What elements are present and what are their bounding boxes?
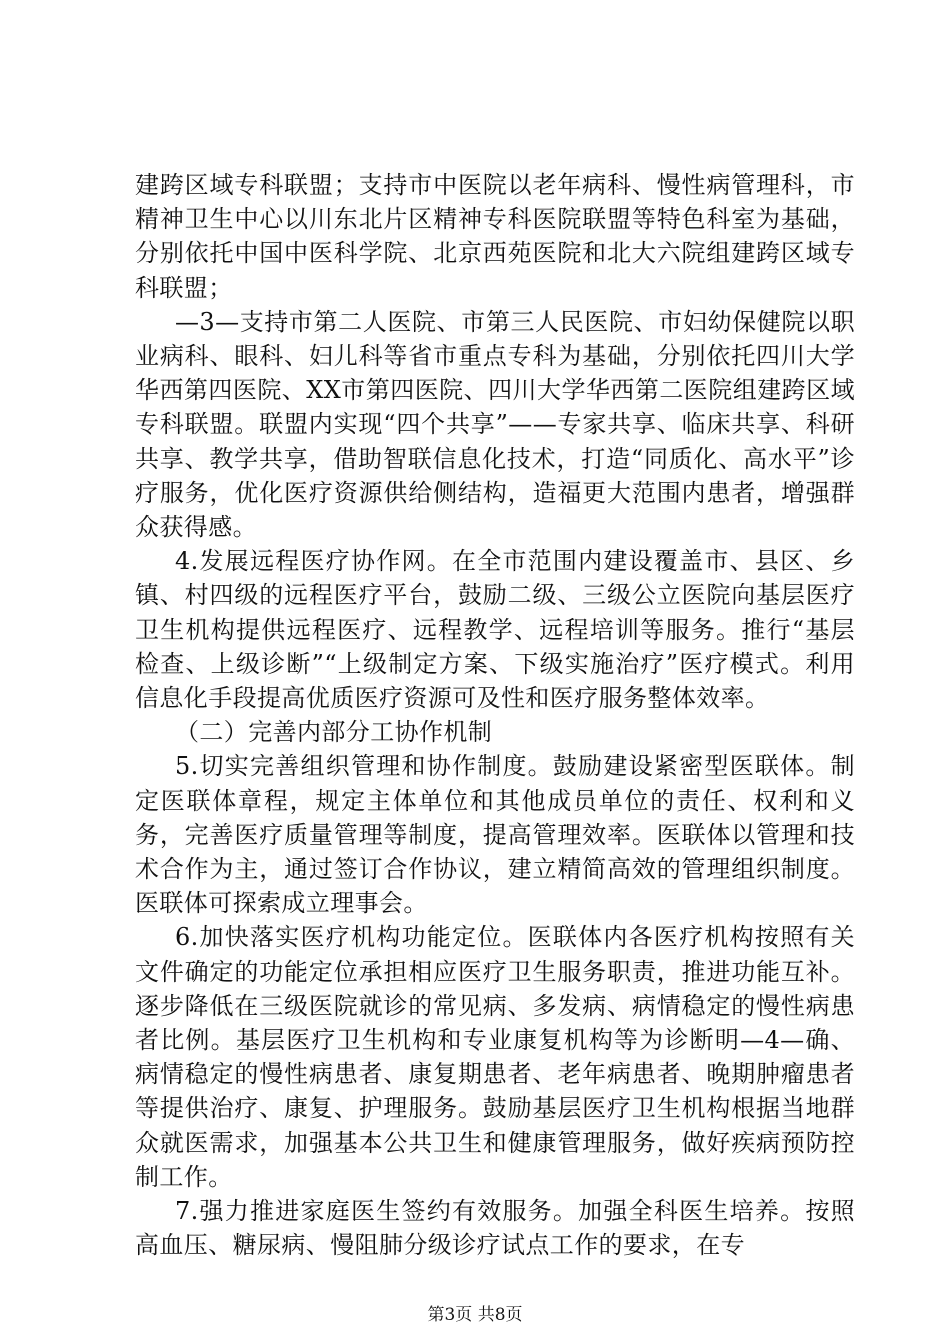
paragraph-7: 7.强力推进家庭医生签约有效服务。加强全科医生培养。按照高血压、糖尿病、慢阻肺分级诊疗试点工作的要求，在专 bbox=[135, 1197, 855, 1260]
paragraph-3: 4.发展远程医疗协作网。在全市范围内建设覆盖市、县区、乡镇、村四级的远程医疗平台，鼓励二级、三级公立医院向基层医疗卫生机构提供远程医疗、远程教学、远程培训等服务。推行“基层检查、上级诊断”“上级制定方案、下级实施治疗”医疗模式。利用信息化手段提高优质医疗资源可及性和医疗服务整体效率。 bbox=[135, 547, 855, 713]
paragraph-6: 6.加快落实医疗机构功能定位。医联体内各医疗机构按照有关文件确定的功能定位承担相应医疗卫生服务职责，推进功能互补。逐步降低在三级医院就诊的常见病、多发病、病情稳定的慢性病患者比例。基层医疗卫生机构和专业康复机构等为诊断明—4—确、病情稳定的慢性病患者、康复期患者、老年病患者、晚期肿瘤患者等提供治疗、康复、护理服务。鼓励基层医疗卫生机构根据当地群众就医需求，加强基本公共卫生和健康管理服务，做好疾病预防控制工作。 bbox=[135, 923, 855, 1191]
paragraph-5: 5.切实完善组织管理和协作制度。鼓励建设紧密型医联体。制定医联体章程，规定主体单位和其他成员单位的责任、权利和义务，完善医疗质量管理等制度，提高管理效率。医联体以管理和技术合作为主，通过签订合作协议，建立精简高效的管理组织制度。医联体可探索成立理事会。 bbox=[135, 752, 855, 918]
paragraph-1: 建跨区域专科联盟；支持市中医院以老年病科、慢性病管理科，市精神卫生中心以川东北片区精神专科医院联盟等特色科室为基础，分别依托中国中医科学院、北京西苑医院和北大六院组建跨区域专科联盟； bbox=[135, 171, 855, 302]
section-heading: （二）完善内部分工协作机制 bbox=[175, 718, 493, 747]
document-body bbox=[135, 168, 855, 1263]
paragraph-2: —3—支持市第二人医院、市第三人民医院、市妇幼保健院以职业病科、眼科、妇儿科等省市重点专科为基础，分别依托四川大学华西第四医院、XX市第四医院、四川大学华西第二医院组建跨区域专科联盟。联盟内实现“四个共享”——专家共享、临床共享、科研共享、教学共享，借助智联信息化技术，打造“同质化、高水平”诊疗服务，优化医疗资源供给侧结构，造福更大范围内患者，增强群众获得感。 bbox=[135, 307, 855, 542]
page-number-footer: 第3页 共8页 bbox=[427, 1305, 523, 1325]
